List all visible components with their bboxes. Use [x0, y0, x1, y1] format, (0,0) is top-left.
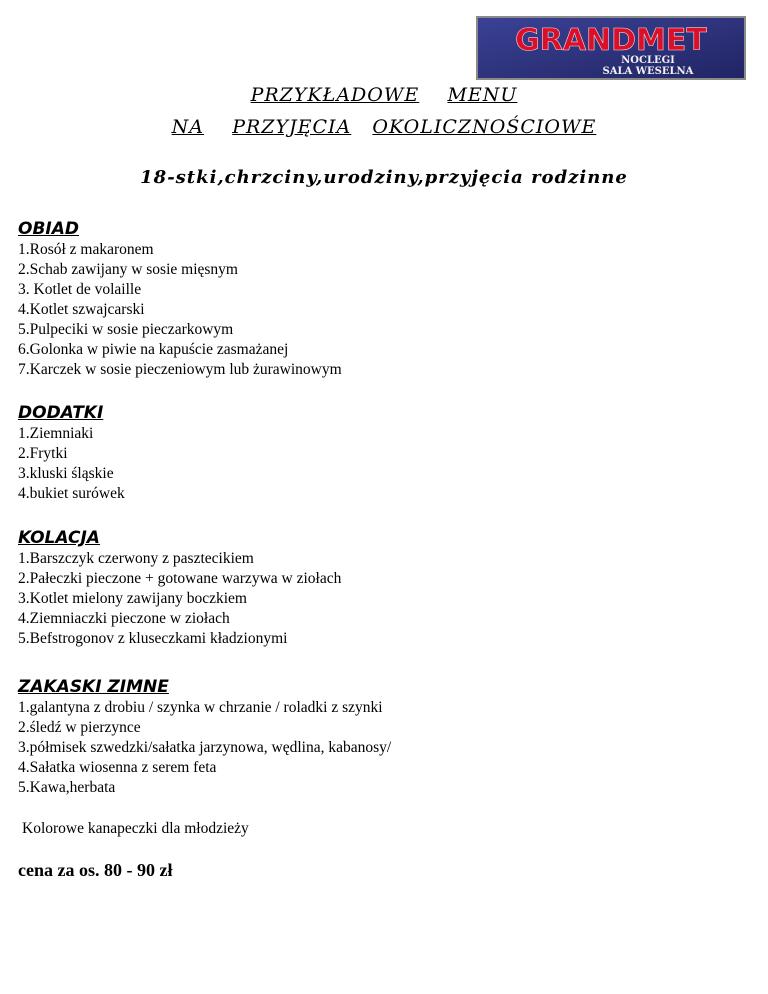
list-item: 2.Frytki	[18, 445, 68, 462]
section-zakaski-zimne	[18, 676, 758, 798]
section-title: OBIAD	[18, 219, 80, 239]
menu-subtitle-b: PRZYJĘCIA	[232, 116, 352, 138]
price-per-person: cena za os. 80 - 90 zł	[18, 860, 173, 880]
section-title: KOLACJA	[18, 528, 100, 548]
list-item: 4.bukiet surówek	[18, 485, 125, 502]
list-item: 1.Rosół z makaronem	[18, 241, 154, 258]
list-item: 6.Golonka w piwie na kapuście zasmażanej	[18, 341, 289, 358]
list-item: 2.śledź w pierzynce	[18, 719, 141, 736]
menu-title-b: MENU	[447, 84, 518, 106]
logo-title: GRANDMET	[515, 23, 707, 58]
menu-subtitle-a: NA	[171, 116, 205, 138]
list-item: 2.Schab zawijany w sosie mięsnym	[18, 261, 238, 278]
section-title: ZAKASKI ZIMNE	[18, 677, 169, 697]
logo-line2: SALA WESELNA	[602, 66, 694, 77]
list-item: 1.Ziemniaki	[18, 425, 94, 442]
list-item: 4.Kotlet szwajcarski	[18, 301, 145, 318]
section-dodatki	[18, 402, 758, 504]
list-item: 2.Pałeczki pieczone + gotowane warzywa w ziołach	[18, 570, 342, 587]
menu-title-a: PRZYKŁADOWE	[250, 84, 420, 106]
youth-note: Kolorowe kanapeczki dla młodzieży	[22, 820, 249, 837]
list-item: 5.Befstrogonov z kluseczkami kładzionymi	[18, 630, 288, 647]
list-item: 5.Pulpeciki w sosie pieczarkowym	[18, 321, 234, 338]
list-item: 3. Kotlet de volaille	[18, 281, 142, 298]
list-item: 4.Ziemniaczki pieczone w ziołach	[18, 610, 230, 627]
section-obiad	[18, 218, 758, 380]
section-title: DODATKI	[18, 403, 104, 423]
menu-subtitle-c: OKOLICZNOŚCIOWE	[372, 116, 597, 138]
list-item: 3.Kotlet mielony zawijany boczkiem	[18, 590, 247, 607]
logo-line1: NOCLEGI	[621, 55, 675, 66]
menu-title	[0, 84, 768, 106]
list-item: 1.galantyna z drobiu / szynka w chrzanie / roladki z szynki	[18, 699, 383, 716]
list-item: 3.kluski śląskie	[18, 465, 114, 482]
occasions-line: 18-stki,chrzciny,urodziny,przyjęcia rodzinne	[140, 167, 628, 188]
list-item: 3.półmisek szwedzki/sałatka jarzynowa, wędlina, kabanosy/	[18, 739, 392, 756]
section-kolacja	[18, 527, 758, 649]
list-item: 7.Karczek w sosie pieczeniowym lub żurawinowym	[18, 361, 342, 378]
list-item: 1.Barszczyk czerwony z pasztecikiem	[18, 550, 254, 567]
menu-subtitle	[0, 116, 768, 138]
list-item: 4.Sałatka wiosenna z serem feta	[18, 759, 217, 776]
list-item: 5.Kawa,herbata	[18, 779, 116, 796]
grandmet-logo	[476, 16, 746, 80]
